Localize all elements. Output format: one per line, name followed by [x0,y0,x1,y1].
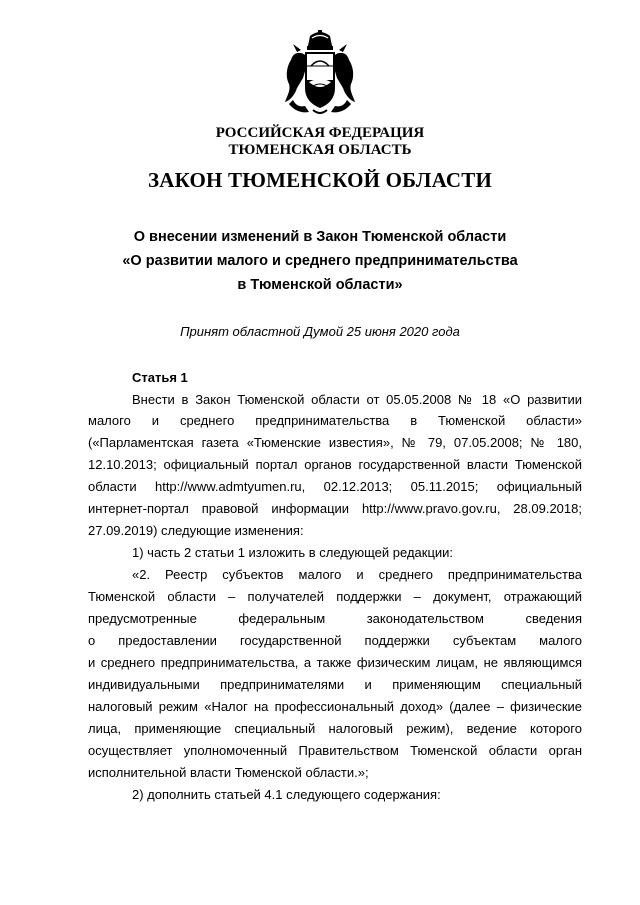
coat-of-arms-icon [283,30,357,118]
body-line: малого и среднего предпринимательства в Тюменской области» [88,413,582,428]
law-name-line-2: «О развитии малого и среднего предпринимательства [122,253,518,269]
body-line: осуществляет уполномоченный Правительством Тюменской области орган [88,743,582,758]
body-line: и среднего предпринимательства, а также физическим лицам, не являющимся [88,655,582,670]
body-line: («Парламентская газета «Тюменские известия», № 79, 07.05.2008; № 180, [88,435,582,450]
body-line: лица, применяющие специальный налоговый режим), ведение которого [88,721,582,736]
header-country: РОССИЙСКАЯ ФЕДЕРАЦИЯ [215,125,425,141]
body-line: Тюменской области – получателей поддержки – документ, отражающий [88,589,582,604]
body-line: области http://www.admtyumen.ru, 02.12.2013; 05.11.2015; официальный [88,479,582,494]
body-line: 1) часть 2 статьи 1 изложить в следующей редакции: [132,545,454,560]
body-line: о предоставлении государственной поддержки субъектам малого [88,633,582,648]
law-title: ЗАКОН ТЮМЕНСКОЙ ОБЛАСТИ [147,168,493,192]
article-heading: Статья 1 [132,370,188,385]
body-line: индивидуальными предпринимателями и применяющим специальный [88,677,582,692]
body-line: 27.09.2019) следующие изменения: [88,523,304,538]
body-line: 2) дополнить статьей 4.1 следующего содержания: [132,787,441,802]
body-line: исполнительной власти Тюменской области.»; [88,765,369,780]
adoption-date: Принят областной Думой 25 июня 2020 года [180,324,460,339]
header-region: ТЮМЕНСКАЯ ОБЛАСТЬ [228,142,412,158]
body-line: 12.10.2013; официальный портал органов государственной власти Тюменской [88,457,582,472]
body-line: «2. Реестр субъектов малого и среднего предпринимательства [132,567,582,582]
law-name-line-3: в Тюменской области» [237,277,403,293]
law-name-line-1: О внесении изменений в Закон Тюменской области [133,229,507,245]
body-line: предусмотренные федеральным законодательством сведения [88,611,582,626]
body-line: налоговый режим «Налог на профессиональный доход» (далее – физические [88,699,582,714]
body-line: Внести в Закон Тюменской области от 05.05.2008 № 18 «О развитии [132,392,582,407]
body-line: интернет-портал правовой информации http://www.pravo.gov.ru, 28.09.2018; [88,501,582,516]
